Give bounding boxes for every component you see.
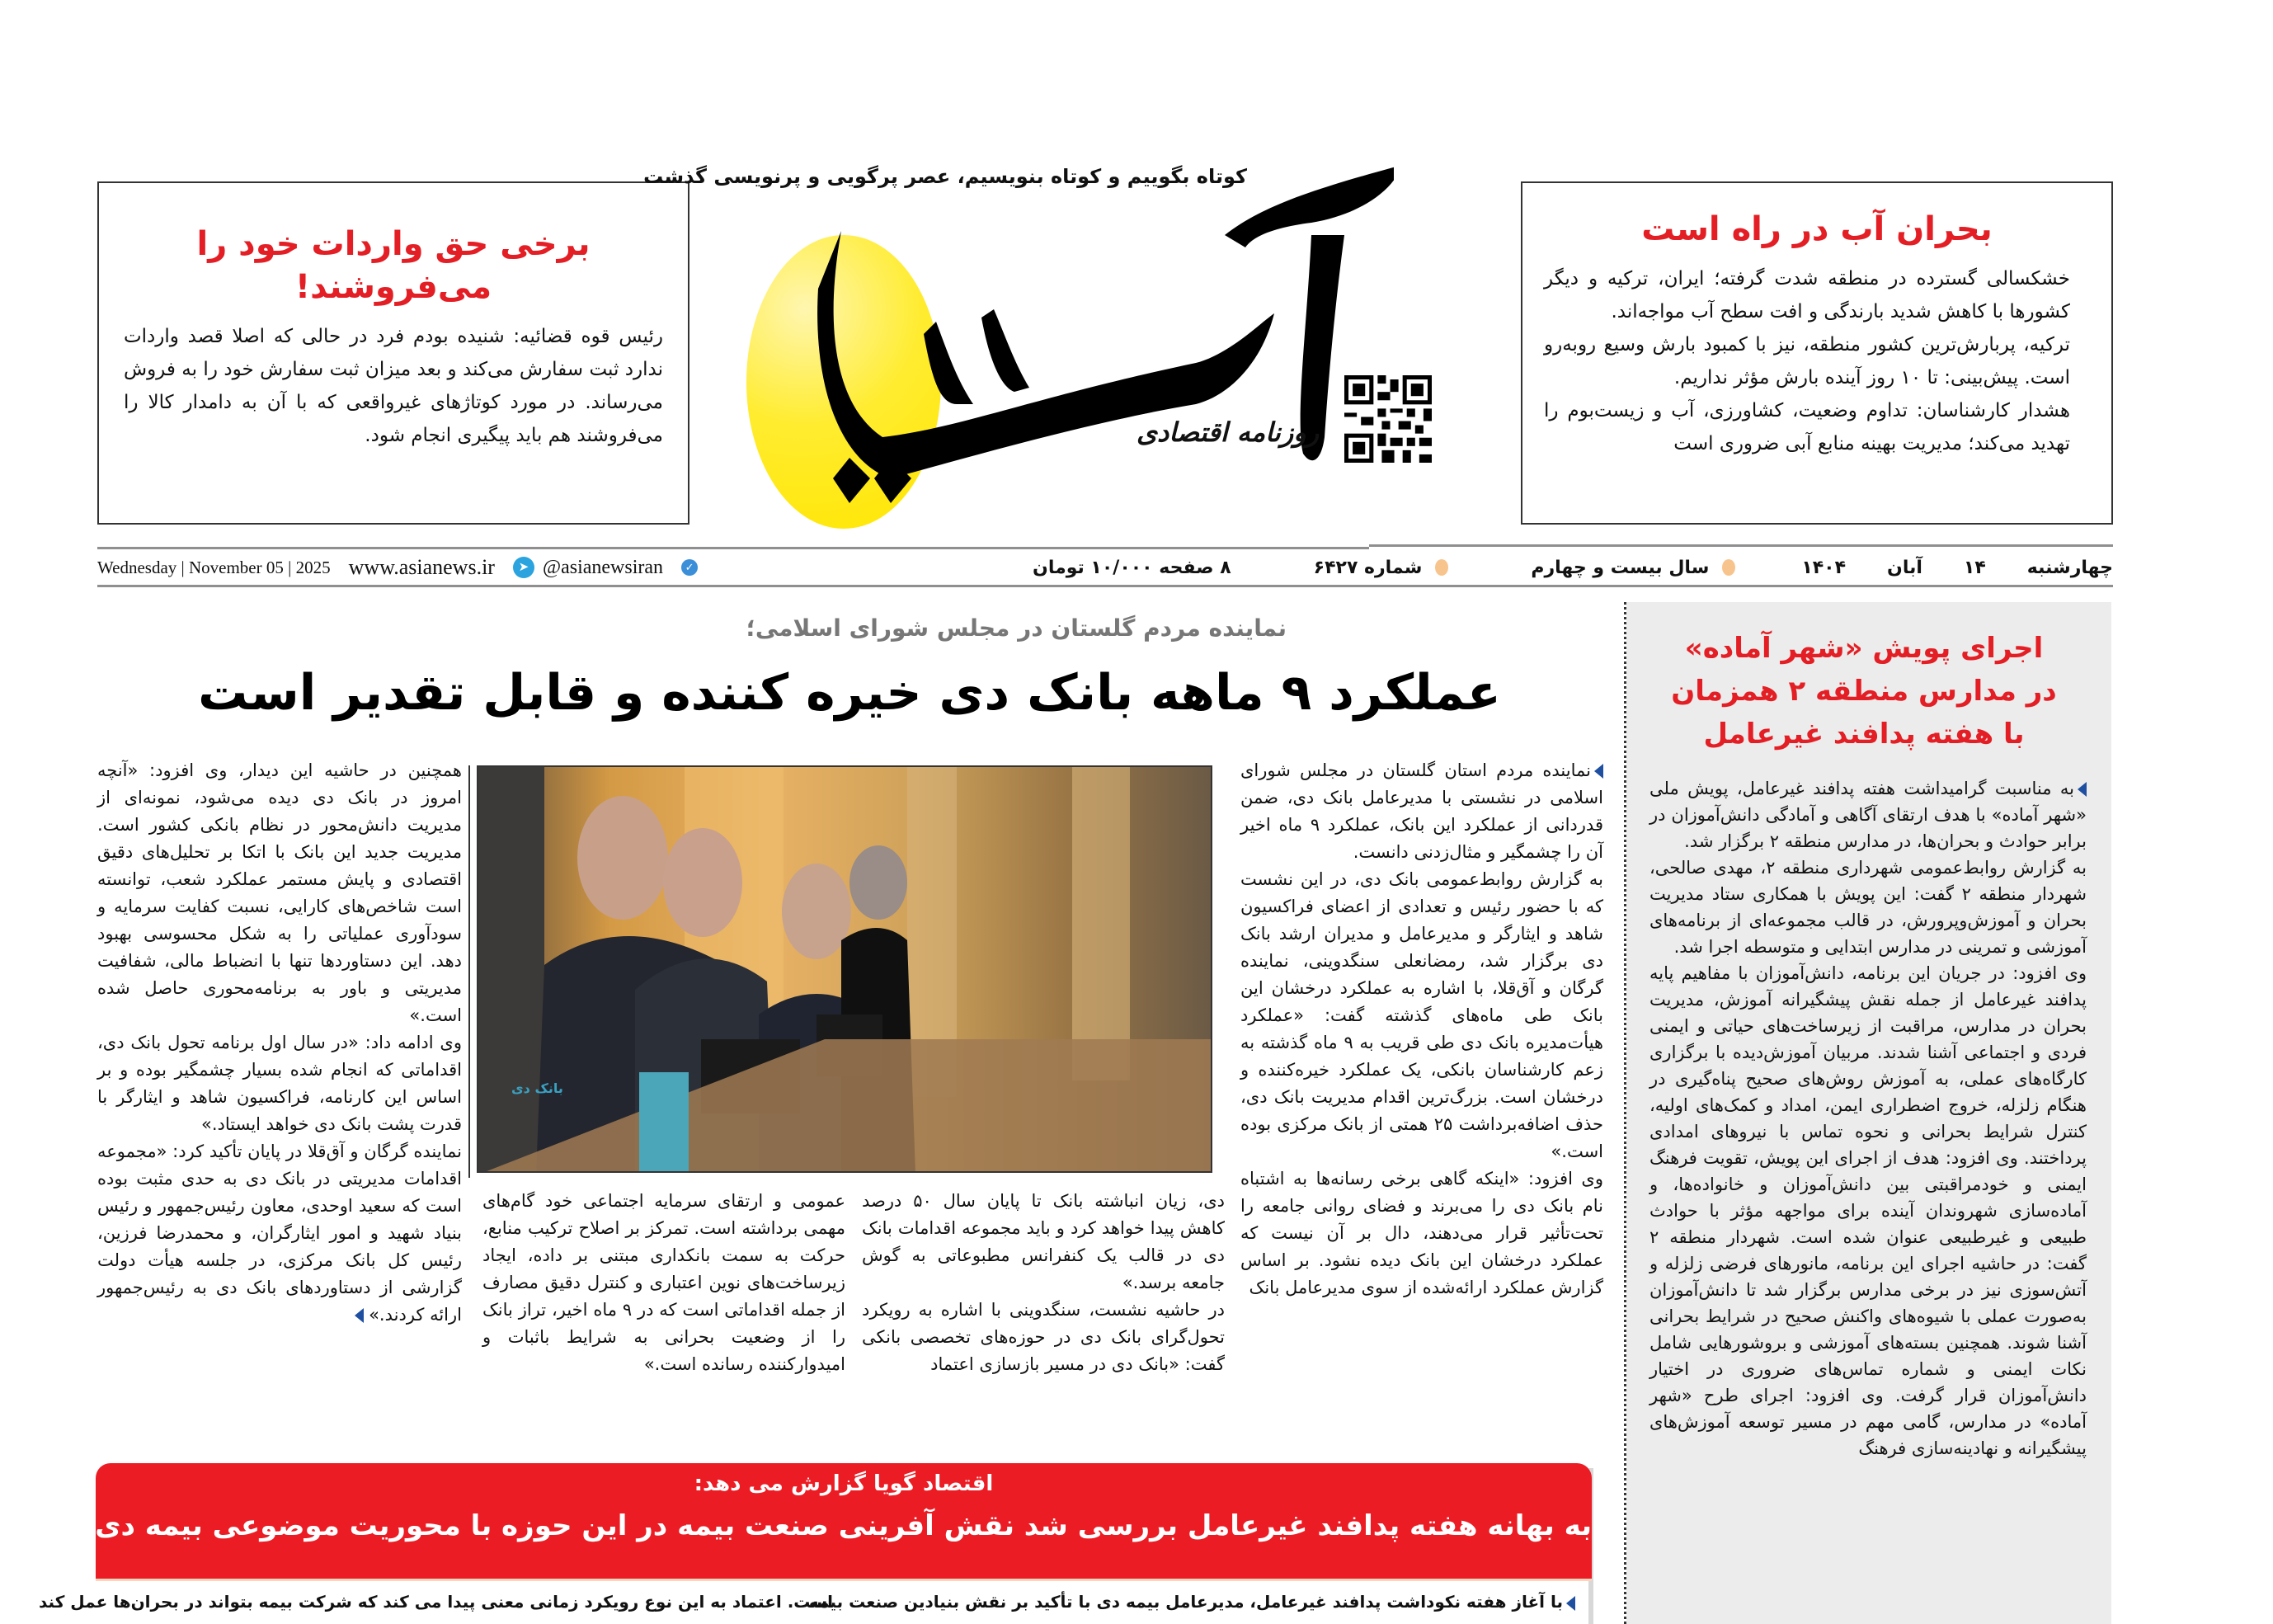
banner-headline[interactable]: به بهانه هفته پدافند غیرعامل بررسی شد نقش آفرینی صنعت بیمه در این حوزه با محوریت موضوعی بیمه دی [95, 1509, 1592, 1542]
month: آبان [1887, 557, 1922, 578]
article-paragraph: در حاشیه نشست، سنگدوینی با اشاره به رویکرد تحول‌گرای بانک دی در حوزه‌های تخصصی بانکی گفت: «بانک دی در مسیر بازسازی اعتماد [862, 1300, 1225, 1374]
article-paragraph: دی، زیان انباشته بانک تا پایان سال ۵۰ درصد کاهش پیدا خواهد کرد و باید مجموعه اقدامات بانک دی در قالب یک کنفرانس مطبوعاتی به گوش جامعه برسد.» [862, 1191, 1225, 1292]
masthead-logo[interactable] [767, 157, 1394, 528]
sidebar-title-line3: با هفته پدافند غیرعامل [1703, 718, 2025, 751]
sidebar-title-line2: در مدارس منطقه ۲ همزمان [1671, 675, 2057, 708]
logo-dot [833, 458, 870, 503]
bottom-article-text-left: است. اعتماد به این نوع رویکرد زمانی معنی پیدا می کند که شرکت بیمه بتواند در بحران‌ها عمل کند [39, 1592, 833, 1612]
logo-madda-stroke [1225, 165, 1394, 247]
bullet-icon [1594, 764, 1603, 779]
column-divider [468, 765, 470, 1178]
weekday: چهارشنبه [2026, 557, 2113, 578]
sidebar-paragraph: به گزارش روابط‌عمومی شهرداری منطقه ۲، مهدی صالحی، شهردار منطقه ۲ گفت: این پویش با همکاری ستاد مدیریت بحران و آموزش‌وپرورش، در قالب مجموعه‌ای از برنامه‌های آموزشی و تمرینی در مدارس ابتدایی و متوسطه اجرا شد. [1649, 858, 2087, 957]
logo-tooth [981, 309, 1029, 392]
day: ۱۴ [1963, 557, 1986, 578]
sidebar-body [1649, 775, 2087, 1462]
left-teaser-title-line2: می‌فروشند! [294, 268, 492, 306]
article-paragraph: نماینده مردم استان گلستان در مجلس شورای اسلامی در نشستی با مدیرعامل بانک دی، ضمن قدردانی از عملکرد این بانک، عملکرد ۹ ماه اخیر آن را چشمگیر و مثال‌زدنی دانست. [1240, 760, 1603, 862]
right-teaser-paragraph: هشدار کارشناسان: تداوم وضعیت، کشاورزی، آب و زیست‌بوم را تهدید می‌کند؛ مدیریت بهینه منابع آبی ضروری است [1544, 400, 2070, 454]
sidebar-title[interactable] [1658, 627, 2070, 756]
right-teaser-paragraph: خشکسالی گسترده در منطقه شدت گرفته؛ ایران، ترکیه و دیگر کشورها با کاهش شدید بارندگی و افت سطح آب مواجه‌اند. [1544, 268, 2070, 322]
left-teaser-title-line1: برخی حق واردات خود را [196, 225, 591, 263]
article-paragraph: نماینده گرگان و آق‌قلا در پایان تأکید کرد: «مجموعه اقدامات مدیریتی در بانک دی به حدی مثبت بوده است که سعید اوحدی، معاون رئیس‌جمهور و رئیس بنیاد شهید و امور ایثارگران، و محمدرضا فرزین، رئیس کل بانک مرکزی، در جلسه هیأت دولت گزارشی از دستاوردهای بانک دی به رئیس‌جمهور ارائه کردند.» [97, 1142, 462, 1325]
article-paragraph: همچنین در حاشیه این دیدار، وی افزود: «آنچه امروز در بانک دی دیده می‌شود، نمونه‌ای از مدیریت دانش‌محور در نظام بانکی کشور است. مدیریت جدید این بانک با اتکا بر تحلیل‌های دقیق اقتصادی و پایش مستمر عملکرد شعب، توانسته است شاخص‌های کارایی، نسبت کفایت سرمایه و سودآوری عملیاتی را به شکل محسوسی بهبود دهد. این دستاوردها تنها با انضباط مالی، شفافیت مدیریتی و باور به برنامه‌محوری حاصل شده است.» [97, 760, 462, 1025]
article-paragraph: عمومی و ارتقای سرمایه اجتماعی خود گام‌های مهمی برداشته است. تمرکز بر اصلاح ترکیب منابع، حرکت به سمت بانکداری مبتنی بر داده، ایجاد زیرساخت‌های نوین اعتباری و کنترل دقیق مصارف از جمله اقداماتی است که در ۹ ماه اخیر، تراز بانک را از وضعیت بحرانی به شرایط باثبات و امیدوارکننده رسانده است.» [482, 1191, 845, 1374]
verified-badge-icon: ✓ [681, 559, 698, 576]
banner-bottom-strip [96, 1579, 1592, 1581]
masthead-tagline: کوتاه بگوییم و کوتاه بنویسیم، عصر پرگویی و پرنویسی گذشت [643, 165, 1247, 188]
main-article-headline[interactable]: عملکرد ۹ ماهه بانک دی خیره کننده و قابل تقدیر است [165, 656, 1534, 730]
volume: سال بیست و چهارم [1531, 557, 1710, 578]
sidebar-paragraph: به مناسبت گرامیداشت هفته پدافند غیرعامل، پویش ملی «شهر آماده» با هدف ارتقای آگاهی و آمادگی دانش‌آموزان در برابر حوادث و بحران‌ها، در مدارس منطقه ۲ برگزار شد. [1649, 779, 2087, 851]
telegram-icon[interactable]: ➤ [513, 557, 534, 578]
masthead-rule-left [97, 547, 1369, 549]
right-teaser-paragraph: ترکیه، پربارش‌ترین کشور منطقه، نیز با کمبود بارش وسیع روبه‌رو است. پیش‌بینی: تا ۱۰ روز آینده بارش مؤثر نداریم. [1544, 334, 2070, 388]
end-mark-icon [355, 1308, 364, 1323]
pages-price: ۸ صفحه ۱۰/۰۰۰ تومان [1033, 557, 1231, 578]
masthead-subtitle: روزنامه اقتصادی [1136, 417, 1320, 448]
website-link[interactable]: www.asianews.ir [348, 555, 495, 579]
sidebar-title-line1: اجرای پویش «شهر آماده» [1684, 632, 2044, 665]
right-teaser-body [1544, 262, 2070, 460]
bullet-icon [1566, 1596, 1575, 1611]
infobar-rule-bottom [97, 585, 2113, 587]
social-handle[interactable]: @asianewsiran [542, 556, 664, 578]
article-paragraph: به گزارش روابط‌عمومی بانک دی، در این نشست که با حضور رئیس و تعدادی از اعضای فراکسیون شاهد و ایثارگر و مدیرعامل و مدیران ارشد بانک دی برگزار شد، رمضانعلی سنگدوینی، نماینده گرگان و آق‌قلا، با اشاره به عملکرد درخشان این بانک طی ماه‌های گذشته گفت: «عملکرد هیأت‌مدیره بانک دی طی قریب به ۹ ماه گذشته به زعم کارشناسان بانکی، یک عملکرد خیره‌کننده و درخشان است. بزرگ‌ترین اقدام مدیریت بانک دی، حذف اضافه‌برداشت ۲۵ همتی از بانک مرکزی بوده است.» [1240, 869, 1604, 1161]
issue-number: شماره ۶۴۲۷ [1313, 557, 1423, 578]
article-paragraph: وی ادامه داد: «در سال اول برنامه تحول بانک دی، اقداماتی که انجام شده بسیار چشمگیر بوده و بر اساس این کارنامه، فراکسیون شاهد و ایثارگر با قدرت پشت بانک دی خواهد ایستاد.» [97, 1033, 462, 1134]
infobar-right [1031, 553, 2113, 582]
left-teaser-body: رئیس قوه قضائیه: شنیده بودم فرد در حالی که اصلا قصد واردات ندارد ثبت سفارش می‌کند و بعد میزان ثبت سفارش خود را به فروش می‌رساند. در مورد کوتاژهای غیرواقعی که با آن به دامدار کالا را می‌فروشند هم باید پیگیری انجام شود. [124, 326, 663, 446]
logo-tooth [924, 322, 973, 404]
main-article-kicker: نماینده مردم گلستان در مجلس شورای اسلامی؛ [746, 614, 1287, 642]
main-article-column-1 [1240, 757, 1603, 1302]
english-date: Wednesday | November 05 | 2025 [97, 557, 331, 577]
bank-day-watermark: بانک دی [511, 1080, 563, 1096]
meeting-photo-illustration [478, 767, 1212, 1173]
banner-kicker: اقتصاد گویا گزارش می دهد: [694, 1471, 994, 1496]
article-photo[interactable] [477, 765, 1212, 1173]
sidebar-paragraph: وی افزود: در جریان این برنامه، دانش‌آموزان با مفاهیم پایه پدافند غیرعامل از جمله نقش پیشگیرانه آموزش، مدیریت بحران در مدارس، مراقبت از زیرساخت‌های حیاتی و ایمنی فردی و اجتماعی آشنا شدند. مربیان آموزش‌دیده با برگزاری کارگاه‌های عملی، به آموزش روش‌های صحیح پناه‌گیری در هنگام زلزله، خروج اضطراری ایمن، امداد و کمک‌های اولیه، کنترل شرایط بحرانی و نحوه تماس با نیروهای امدادی پرداختند. وی افزود: هدف از اجرای این پویش، تقویت فرهنگ ایمنی و خودمراقبتی بین دانش‌آموزان و خانواده‌ها، و آماده‌سازی شهروندان آینده برای مواجهه مؤثر با حوادث طبیعی و غیرطبیعی عنوان شده است. شهردار منطقه ۲ گفت: در حاشیه اجرای این برنامه، مانورهای فرضی زلزله و آتش‌سوزی نیز در برخی مدارس برگزار شد تا دانش‌آموزان به‌صورت عملی با شیوه‌های واکنش صحیح در شرایط بحرانی آشنا شوند. همچنین بسته‌های آموزشی و بروشورهایی شامل نکات ایمنی و شماره تماس‌های ضروری در اختیار دانش‌آموزان قرار گرفت. وی افزود: اجرای طرح «شهر آماده» در مدارس، گامی مهم در مسیر توسعه آموزش‌های پیشگیرانه و نهادینه‌سازی فرهنگ [1649, 963, 2087, 1458]
separator-dot [1722, 559, 1735, 576]
right-teaser-box[interactable] [1521, 181, 2113, 525]
bullet-icon [2078, 782, 2087, 797]
main-article-column-3 [482, 1188, 845, 1378]
main-article-column-4 [97, 757, 462, 1329]
bottom-article-text-right [808, 1592, 1575, 1612]
main-article-column-2 [862, 1188, 1225, 1378]
infobar-left [97, 553, 807, 582]
left-teaser-box[interactable] [97, 181, 689, 525]
qr-code-icon[interactable] [1344, 375, 1432, 463]
article-paragraph: وی افزود: «اینکه گاهی برخی رسانه‌ها به اشتباه نام بانک دی را می‌برند و فضای روانی جامعه را تحت‌تأثیر قرار می‌دهند، دال بر آن نیست که عملکرد درخشان این بانک دیده نشود. بر اساس گزارش عملکرد ارائه‌شده از سوی مدیرعامل بانک [1240, 1169, 1603, 1297]
year: ۱۴۰۴ [1801, 557, 1847, 578]
right-teaser-title: بحران آب در راه است [1641, 210, 1993, 248]
separator-dot [1435, 559, 1448, 576]
sidebar-dotted-divider [1624, 602, 1626, 1624]
masthead-rule-right [1369, 544, 2113, 547]
bottom-article-snippet: با آغاز هفته نکوداشت پدافند غیرعامل، مدیرعامل بیمه دی با تأکید بر نقش بنیادین صنعت بیمه [808, 1592, 1563, 1612]
